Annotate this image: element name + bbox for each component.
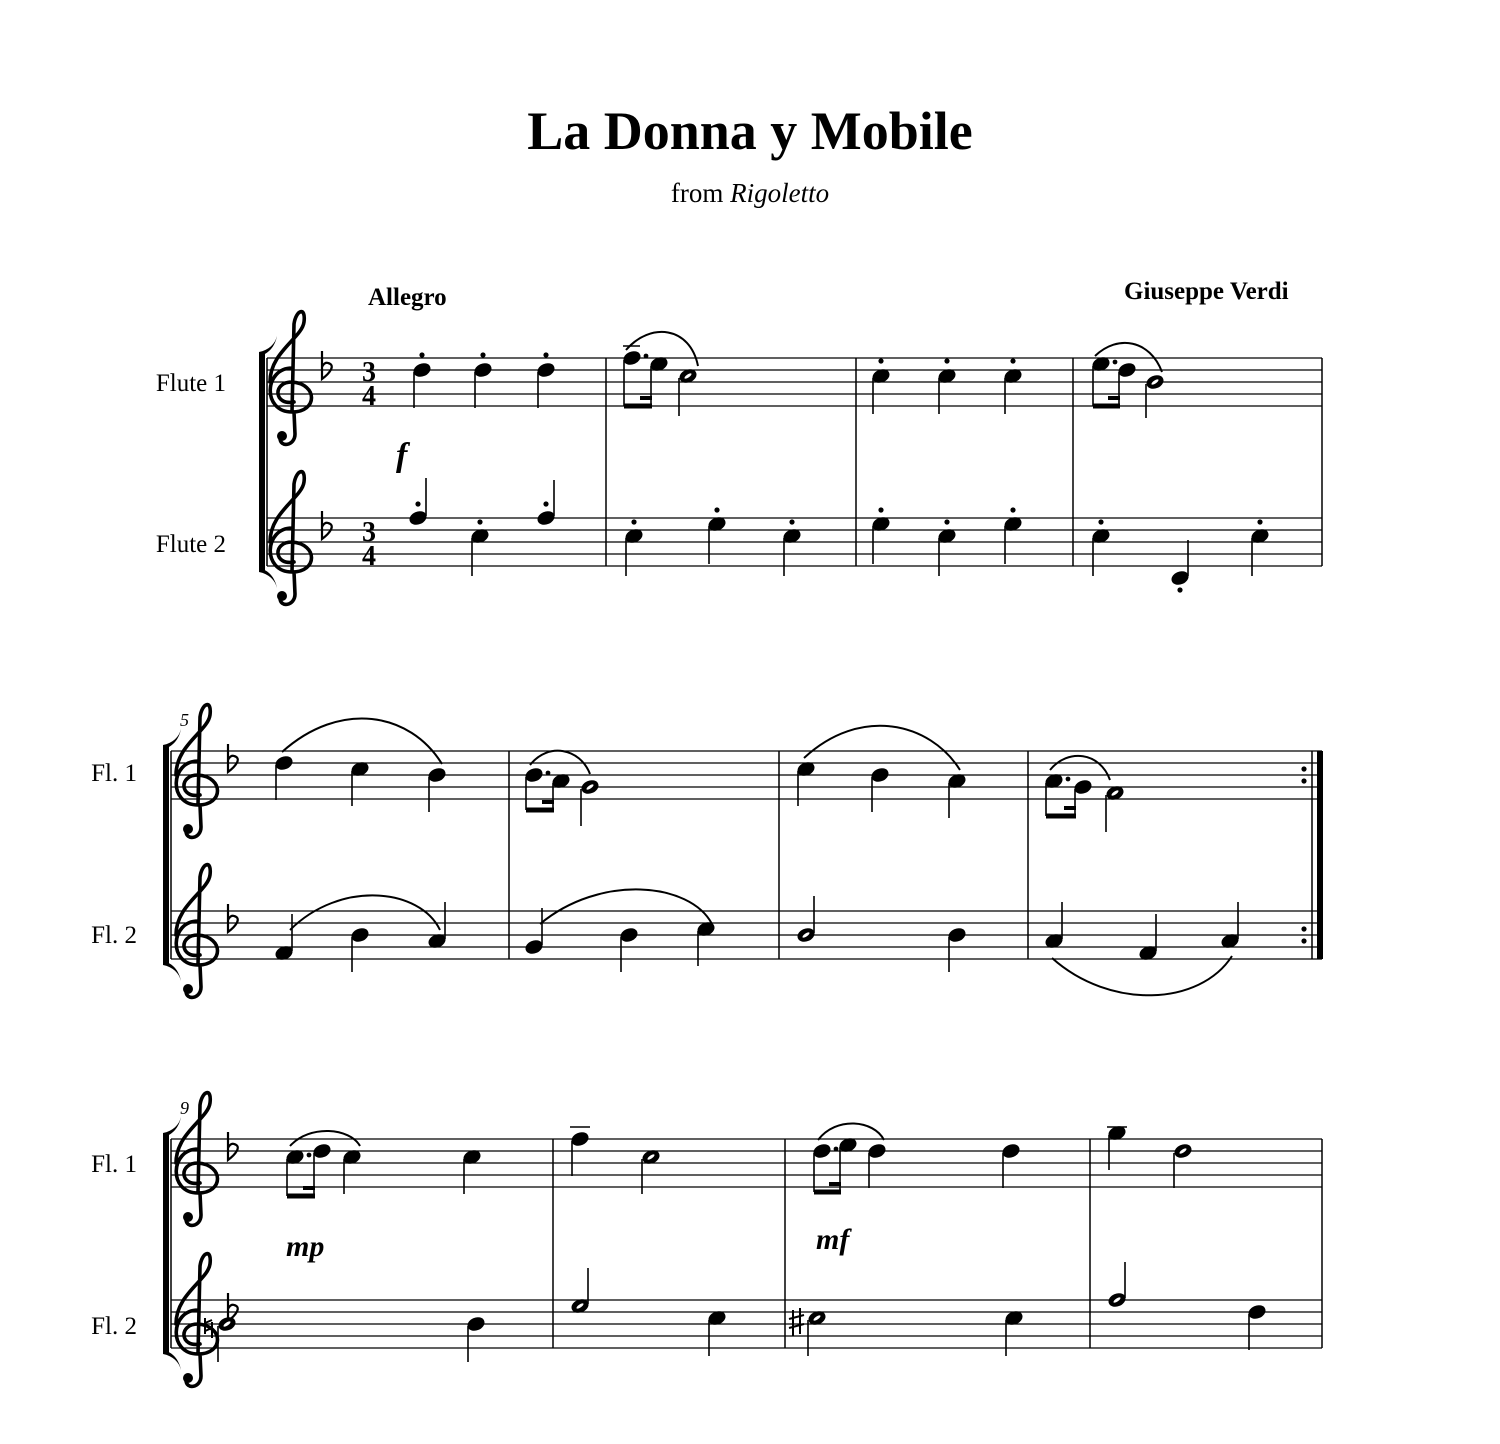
flute-2-notes-m5-8	[274, 889, 1239, 995]
system-bracket	[163, 1133, 169, 1354]
treble-clef-icon	[176, 865, 218, 998]
subtitle-work: Rigoletto	[730, 178, 830, 208]
time-sig-denominator: 4	[362, 541, 376, 572]
time-sig-denominator: 4	[362, 381, 376, 412]
time-signature	[362, 357, 376, 572]
time-sig-numerator: 3	[362, 357, 376, 388]
flat-icon	[322, 511, 332, 539]
staff-label: Fl. 2	[91, 1313, 137, 1340]
staff-flute-1	[171, 751, 1322, 799]
final-repeat-barline	[1317, 751, 1323, 959]
flat-icon	[228, 1132, 238, 1160]
measure-number: 9	[180, 1098, 189, 1118]
time-sig-numerator: 3	[362, 517, 376, 548]
treble-clef-icon	[270, 312, 312, 445]
system-2	[163, 705, 1323, 998]
dynamic-marking: f	[396, 437, 408, 474]
score-title: La Donna y Mobile	[527, 101, 973, 161]
system-3	[163, 1093, 1322, 1387]
flat-icon	[228, 1293, 238, 1321]
staff-label: Flute 1	[155, 370, 226, 397]
staff-label: Fl. 2	[91, 922, 137, 949]
system-1	[259, 312, 1322, 605]
repeat-dots	[1301, 766, 1306, 943]
staff-label: Fl. 1	[91, 1151, 137, 1178]
barlines	[553, 1139, 1322, 1348]
dynamic-marking: mf	[816, 1223, 850, 1256]
composer-name: Giuseppe Verdi	[1124, 278, 1289, 305]
staff-flute-2	[171, 1300, 1322, 1348]
staff-label: Flute 2	[155, 531, 226, 558]
flat-icon	[228, 904, 238, 932]
barlines	[509, 751, 1312, 959]
dynamic-marking: mp	[286, 1230, 325, 1263]
system-bracket	[259, 352, 265, 572]
staff-label: Fl. 1	[91, 760, 137, 787]
flute-2-notes-m1-4	[408, 478, 1269, 593]
flute-1-notes-m9-12	[285, 1123, 1192, 1196]
flat-icon	[228, 744, 238, 772]
tempo-marking: Allegro	[368, 284, 447, 311]
system-bracket	[163, 745, 169, 965]
subtitle-prefix: from	[670, 178, 724, 208]
treble-clef-icon	[270, 472, 312, 605]
flat-icon	[322, 351, 332, 379]
staff-flute-2	[267, 518, 1322, 566]
barlines	[606, 358, 1322, 566]
measure-number: 5	[180, 710, 189, 730]
flute-1-notes-m1-4	[412, 332, 1164, 418]
